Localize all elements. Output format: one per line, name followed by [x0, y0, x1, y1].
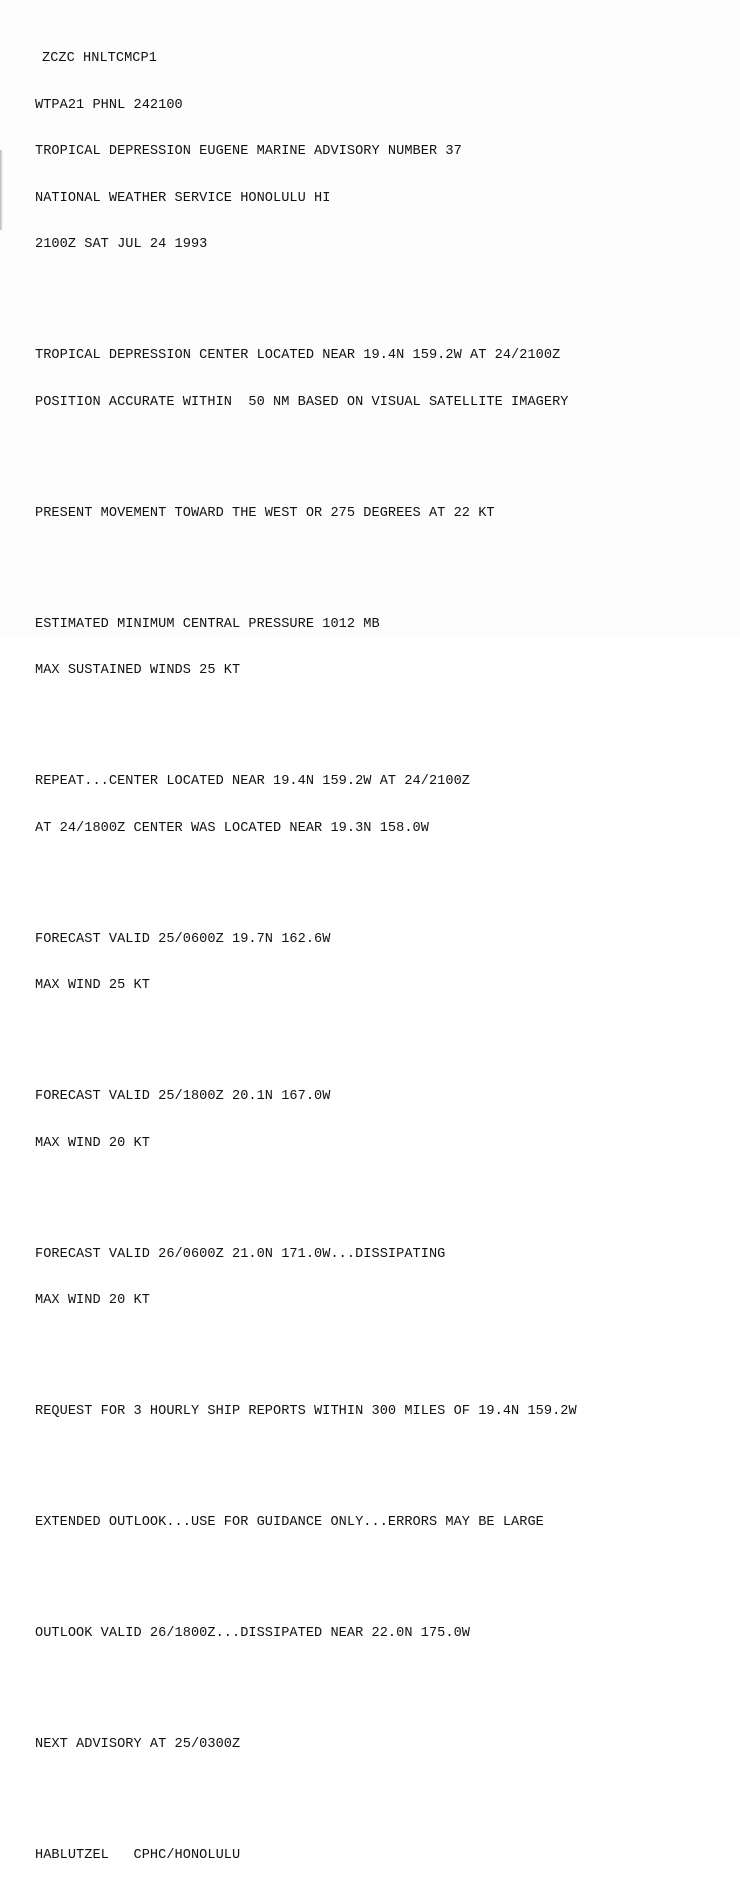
spacer — [35, 867, 577, 885]
min-pressure-line: ESTIMATED MINIMUM CENTRAL PRESSURE 1012 MB — [35, 616, 380, 632]
movement-line: PRESENT MOVEMENT TOWARD THE WEST OR 275 DEGREES AT 22 KT — [35, 505, 495, 521]
spacer — [35, 1562, 577, 1580]
spacer — [35, 1451, 577, 1469]
header-line-4: NATIONAL WEATHER SERVICE HONOLULU HI — [35, 190, 331, 206]
header-line-5: 2100Z SAT JUL 24 1993 — [35, 237, 208, 252]
center-location-line: TROPICAL DEPRESSION CENTER LOCATED NEAR 19.4N 159.2W AT 24/2100Z — [35, 348, 561, 363]
forecast-1-valid: FORECAST VALID 25/0600Z 19.7N 162.6W — [35, 931, 331, 947]
advisory-text — [35, 20, 577, 1895]
signature-line: HABLUTZEL CPHC/HONOLULU — [35, 1848, 241, 1863]
spacer — [35, 441, 577, 459]
position-accuracy-line: POSITION ACCURATE WITHIN 50 NM BASED ON VISUAL SATELLITE IMAGERY — [35, 394, 569, 410]
spacer — [35, 710, 577, 728]
forecast-2-valid: FORECAST VALID 25/1800Z 20.1N 167.0W — [35, 1089, 331, 1104]
spacer — [35, 284, 577, 302]
spacer — [35, 1784, 577, 1802]
max-winds-line: MAX SUSTAINED WINDS 25 KT — [35, 663, 241, 678]
repeat-line-1: REPEAT...CENTER LOCATED NEAR 19.4N 159.2W AT 24/2100Z — [35, 774, 471, 789]
spacer — [35, 1340, 577, 1358]
spacer — [35, 1025, 577, 1043]
header-line-2: WTPA21 PHNL 242100 — [35, 97, 183, 113]
spacer — [35, 1182, 577, 1200]
forecast-1-wind: MAX WIND 25 KT — [35, 978, 150, 993]
ship-report-request-line: REQUEST FOR 3 HOURLY SHIP REPORTS WITHIN 300 MILES OF 19.4N 159.2W — [35, 1404, 577, 1419]
forecast-3-valid: FORECAST VALID 26/0600Z 21.0N 171.0W...DISSIPATING — [35, 1246, 446, 1262]
header-line-1: ZCZC HNLTCMCP1 — [42, 51, 157, 66]
spacer — [35, 1673, 577, 1691]
outlook-valid-line: OUTLOOK VALID 26/1800Z...DISSIPATED NEAR 22.0N 175.0W — [35, 1626, 471, 1641]
header-line-3: TROPICAL DEPRESSION EUGENE MARINE ADVISORY NUMBER 37 — [35, 144, 462, 159]
repeat-line-2: AT 24/1800Z CENTER WAS LOCATED NEAR 19.3N 158.0W — [35, 820, 429, 836]
extended-outlook-line: EXTENDED OUTLOOK...USE FOR GUIDANCE ONLY...ERRORS MAY BE LARGE — [35, 1515, 544, 1530]
next-advisory-line: NEXT ADVISORY AT 25/0300Z — [35, 1737, 241, 1752]
page-edge-shadow — [0, 150, 3, 230]
spacer — [35, 552, 577, 570]
forecast-3-wind: MAX WIND 20 KT — [35, 1293, 150, 1308]
forecast-2-wind: MAX WIND 20 KT — [35, 1135, 150, 1151]
